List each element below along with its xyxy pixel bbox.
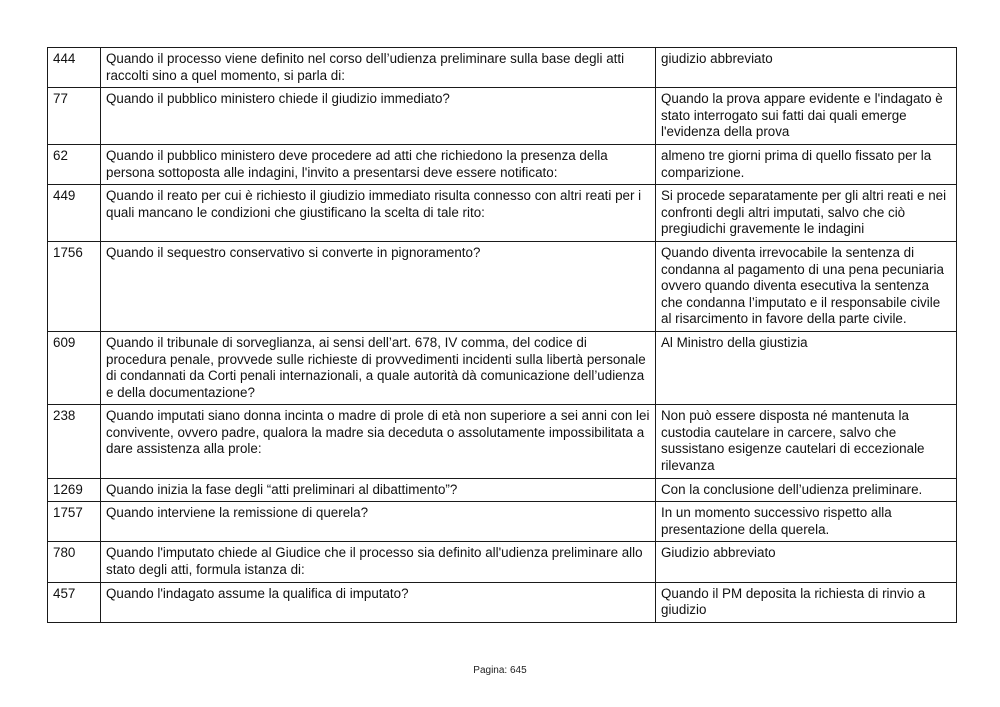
question-cell: Quando l'indagato assume la qualifica di imputato? [101, 582, 656, 622]
table-row [48, 185, 957, 242]
table-row [48, 331, 957, 404]
answer-cell: Con la conclusione dell’udienza preliminare. [656, 478, 957, 502]
question-cell: Quando il processo viene definito nel corso dell’udienza preliminare sulla base degli atti raccolti sino a quel momento, si parla di: [101, 48, 656, 88]
question-cell: Quando il tribunale di sorveglianza, ai sensi dell’art. 678, IV comma, del codice di procedura penale, provvede sulle richieste di provvedimenti incidenti sulla libertà personale di condannati da Corti penali internazionali, a quale autorità dà comunicazione dell’udienza e della documentazione? [101, 331, 656, 404]
question-cell: Quando interviene la remissione di querela? [101, 502, 656, 542]
question-id-cell: 780 [48, 542, 101, 582]
table-row [48, 542, 957, 582]
page-number: Pagina: 645 [473, 665, 527, 676]
question-cell: Quando imputati siano donna incinta o madre di prole di età non superiore a sei anni con lei convivente, ovvero padre, qualora la madre sia deceduta o assolutamente impossibilitata a dare assistenza alla prole: [101, 405, 656, 478]
table-row [48, 405, 957, 478]
table-row [48, 144, 957, 184]
question-id-cell: 1756 [48, 241, 101, 331]
question-cell: Quando inizia la fase degli “atti preliminari al dibattimento”? [101, 478, 656, 502]
table-body [48, 48, 957, 623]
table-row [48, 48, 957, 88]
question-id-cell: 457 [48, 582, 101, 622]
answer-cell: giudizio abbreviato [656, 48, 957, 88]
question-cell: Quando il sequestro conservativo si converte in pignoramento? [101, 241, 656, 331]
table-row [48, 478, 957, 502]
answer-cell: Non può essere disposta né mantenuta la custodia cautelare in carcere, salvo che sussistano esigenze cautelari di eccezionale rilevanza [656, 405, 957, 478]
table-row [48, 241, 957, 331]
question-id-cell: 1757 [48, 502, 101, 542]
table-row [48, 88, 957, 145]
table-row [48, 502, 957, 542]
question-id-cell: 609 [48, 331, 101, 404]
answer-cell: Quando diventa irrevocabile la sentenza di condanna al pagamento di una pena pecuniaria ovvero quando diventa esecutiva la sentenza che condanna l’imputato e il responsabile civile al risarcimento in favore della parte civile. [656, 241, 957, 331]
question-cell: Quando l'imputato chiede al Giudice che il processo sia definito all'udienza preliminare allo stato degli atti, formula istanza di: [101, 542, 656, 582]
table-row [48, 582, 957, 622]
question-answer-table [47, 47, 957, 623]
question-id-cell: 238 [48, 405, 101, 478]
question-cell: Quando il reato per cui è richiesto il giudizio immediato risulta connesso con altri reati per i quali mancano le condizioni che giustificano la scelta di tale rito: [101, 185, 656, 242]
question-cell: Quando il pubblico ministero chiede il giudizio immediato? [101, 88, 656, 145]
answer-cell: Giudizio abbreviato [656, 542, 957, 582]
answer-cell: In un momento successivo rispetto alla presentazione della querela. [656, 502, 957, 542]
answer-cell: Quando la prova appare evidente e l'indagato è stato interrogato sui fatti dai quali emerge l'evidenza della prova [656, 88, 957, 145]
question-id-cell: 62 [48, 144, 101, 184]
question-id-cell: 444 [48, 48, 101, 88]
answer-cell: Quando il PM deposita la richiesta di rinvio a giudizio [656, 582, 957, 622]
question-id-cell: 1269 [48, 478, 101, 502]
question-cell: Quando il pubblico ministero deve procedere ad atti che richiedono la presenza della persona sottoposta alle indagini, l'invito a presentarsi deve essere notificato: [101, 144, 656, 184]
question-id-cell: 77 [48, 88, 101, 145]
answer-cell: Al Ministro della giustizia [656, 331, 957, 404]
answer-cell: almeno tre giorni prima di quello fissato per la comparizione. [656, 144, 957, 184]
answer-cell: Si procede separatamente per gli altri reati e nei confronti degli altri imputati, salvo che ciò pregiudichi gravemente le indagini [656, 185, 957, 242]
question-id-cell: 449 [48, 185, 101, 242]
